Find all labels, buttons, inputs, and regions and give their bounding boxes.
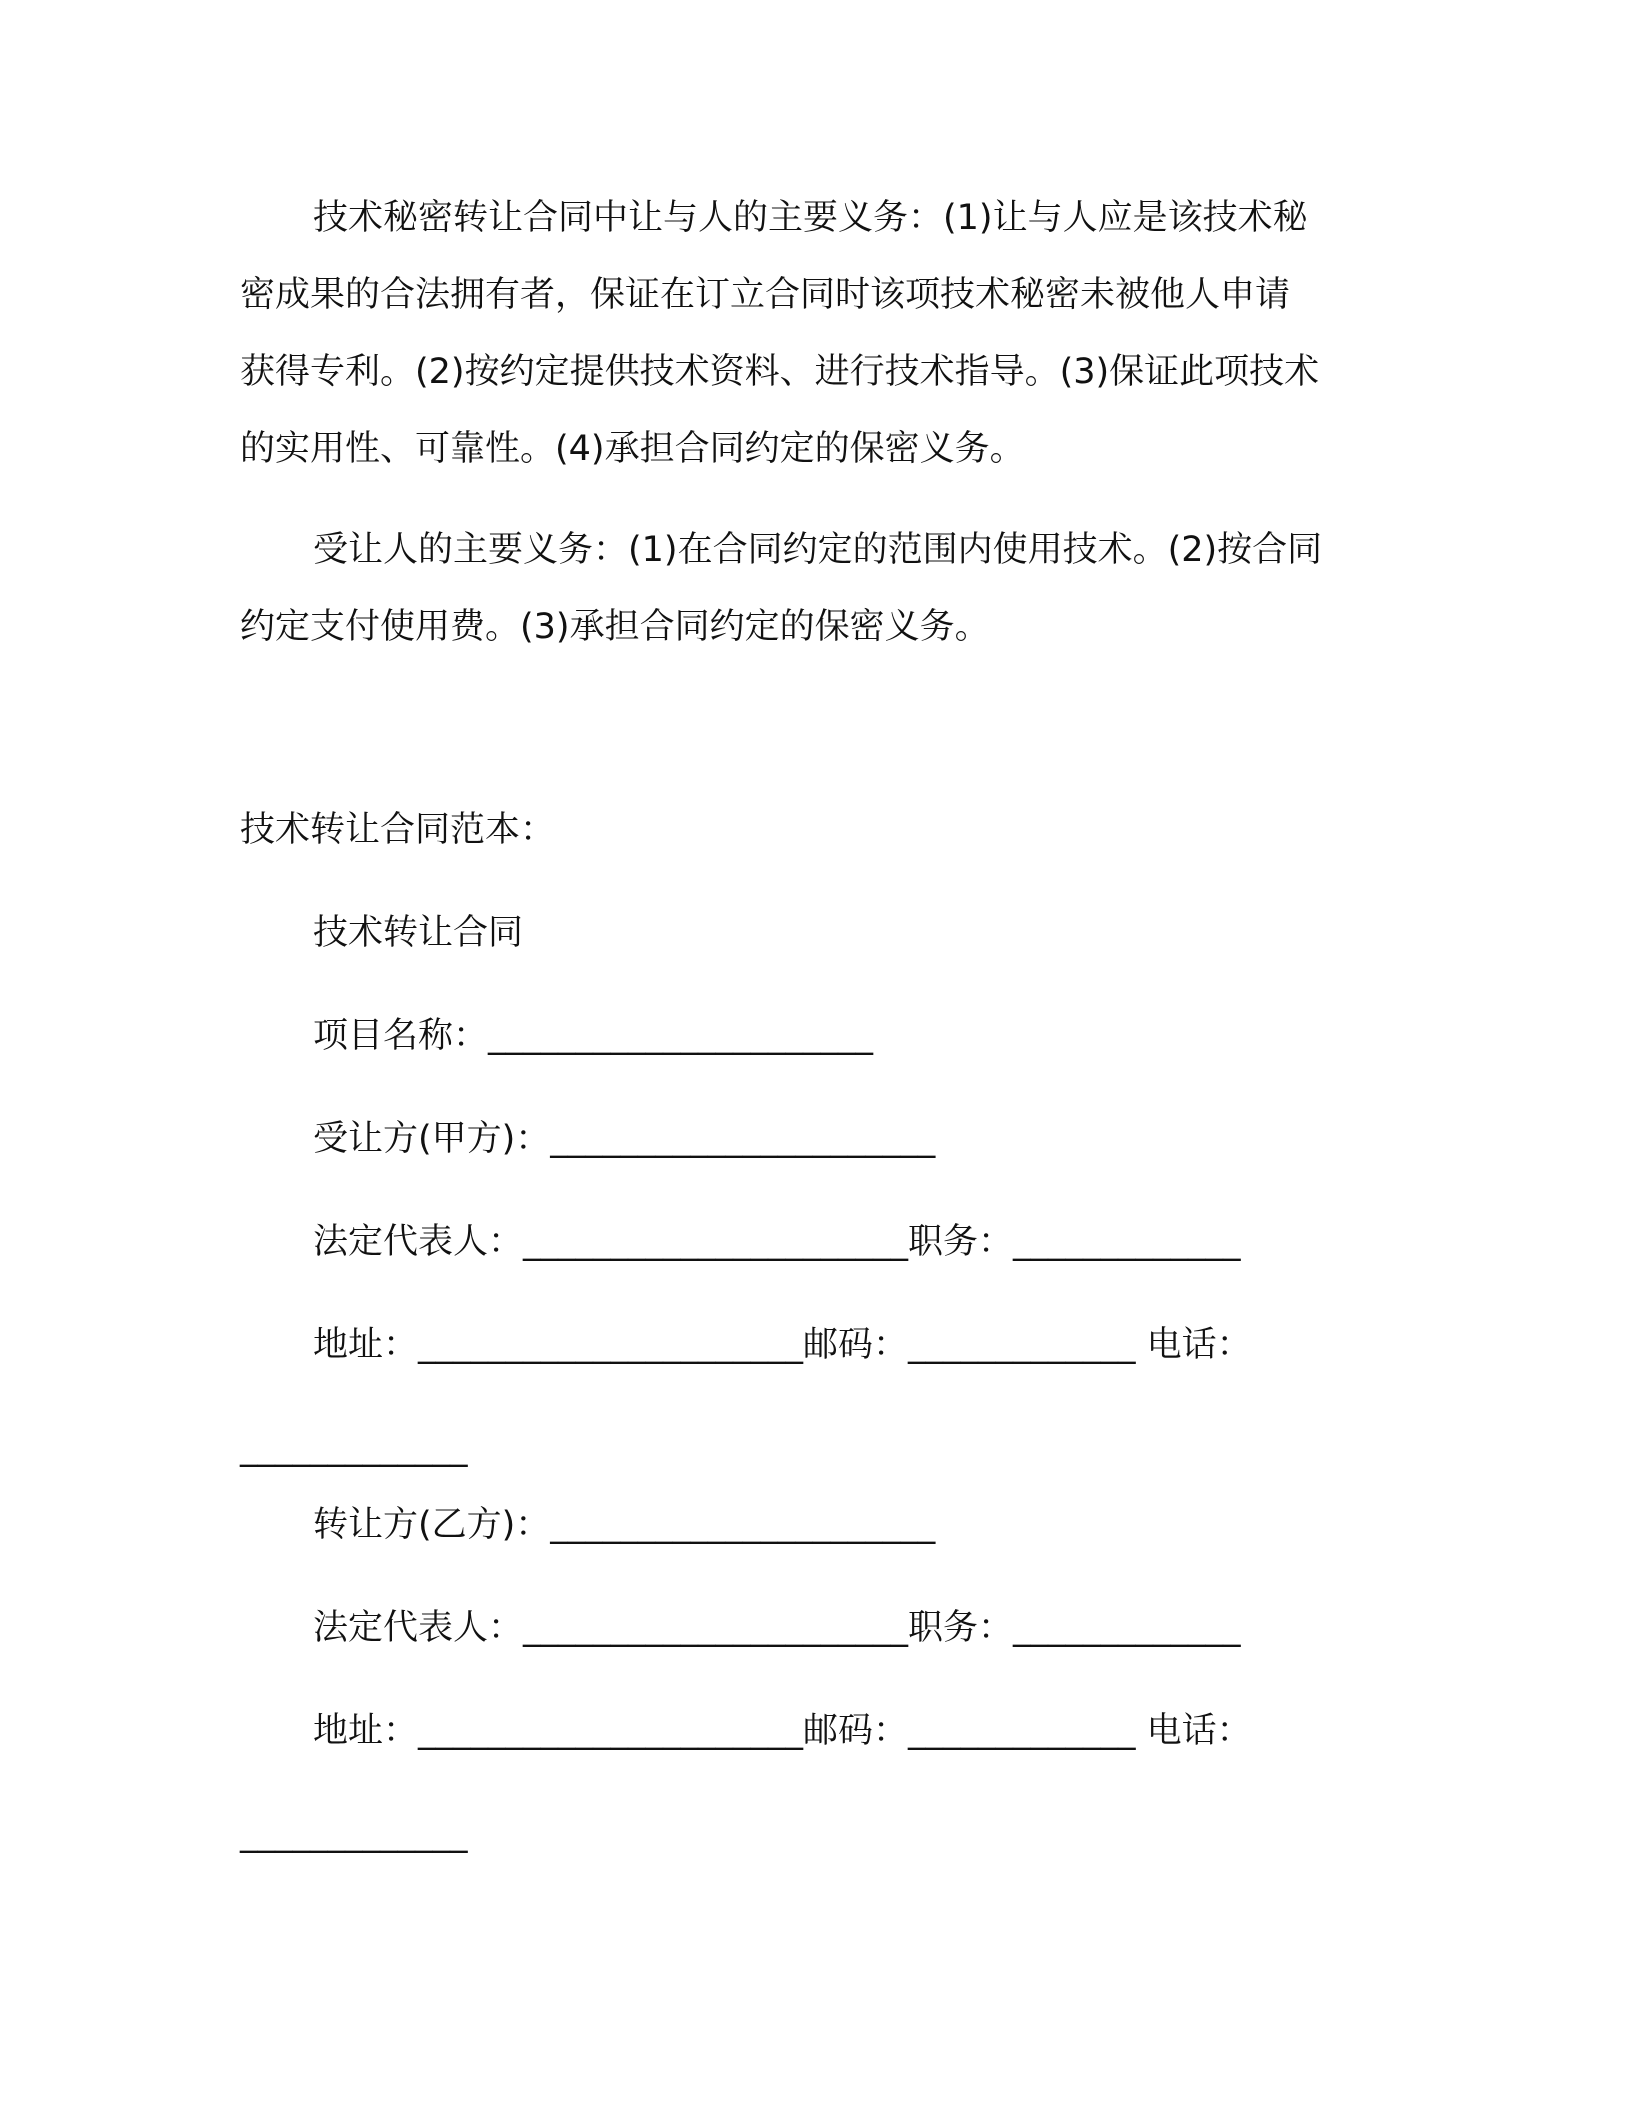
legal-rep-a-field: 法定代表人：______________________职务：_____________ <box>313 1222 1241 1262</box>
address-a-field: 地址：______________________邮码：_____________ 电话： <box>313 1325 1252 1365</box>
template-heading: 技术转让合同范本： <box>240 810 556 850</box>
paragraph-1-line-2: 密成果的合法拥有者，保证在订立合同时该项技术秘密未被他人申请 <box>240 275 1291 315</box>
paragraph-2-line-2: 约定支付使用费。(3)承担合同约定的保密义务。 <box>240 607 990 647</box>
paragraph-1-line-3: 获得专利。(2)按约定提供技术资料、进行技术指导。(3)保证此项技术 <box>240 352 1320 392</box>
phone-a-blank: _____________ <box>240 1428 468 1468</box>
transferee-field: 受让方(甲方)：______________________ <box>313 1119 936 1159</box>
project-name-field: 项目名称：______________________ <box>313 1016 874 1056</box>
transferor-field: 转让方(乙方)：______________________ <box>313 1505 936 1545</box>
paragraph-1-line-4: 的实用性、可靠性。(4)承担合同约定的保密义务。 <box>240 429 1025 469</box>
paragraph-1-line-1: 技术秘密转让合同中让与人的主要义务：(1)让与人应是该技术秘 <box>313 198 1308 238</box>
paragraph-2-line-1: 受让人的主要义务：(1)在合同约定的范围内使用技术。(2)按合同 <box>313 530 1323 570</box>
phone-b-blank: _____________ <box>240 1814 468 1854</box>
contract-title: 技术转让合同 <box>313 913 524 953</box>
legal-rep-b-field: 法定代表人：______________________职务：_____________ <box>313 1608 1241 1648</box>
address-b-field: 地址：______________________邮码：_____________ 电话： <box>313 1711 1252 1751</box>
